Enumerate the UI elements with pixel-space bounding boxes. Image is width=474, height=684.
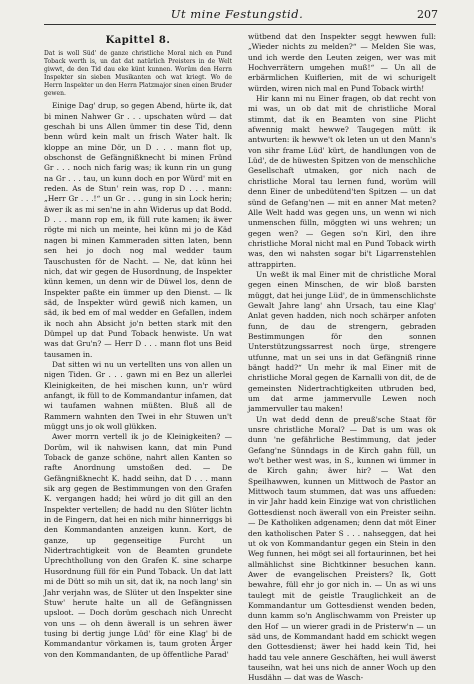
paragraph: Un wat dedd denn de preuß'sche Staat för unsre christliche Moral? — Dat is um was ok dunn 'ne gefährliche Bestimmung, dat jeder Gefang'ne Sünndags in de Kirch gahn füll, un wo't bether west was, in S., kunnen wi ümmer in de Kirch gahn; äwer hir? — Wat den Speilhawwen, kunnen un Mittwoch de Pastor an Mittwoch taum stummen, dat was uns affueden: in vir Jahr hadd kein Einzige wat von christlichen Gottesdienst noch äwerall von ein Preister seihn. — De Katholiken adgenamen; denn dat möt Einer den katholischen Pater S . . . nahseggen, dat hei ut ok von Kommandantur gegen ein Stein in den Weg funnen, hei mögt sei all fortaurinnen, bet hei allmählichst sine Bichtkinner besuchen kann. Awer de evangelischen Preisters? Ik, Gott bewahre, füll ehr jo gor nich in. — Un as wi uns taulegt mit de geistle Trauglichkeit an de Kommandantur um Gottesdienst wenden beden, dunn kamm so'n Anglischwamm von Preister up den Hof — un wierer gradi in de Pristerw'n — un säd uns, de Kommandant hadd em schickt wegen den Gottesdienst; äwer hei hadd kein Tid, hei hadd tau vele annere Geschäften, hei wull äwerst tauseihn, wat hei uns nich de anner Woch up den Husdähn — dat was de Wasch- xyxy=(248,414,436,683)
paragraph: Awer morrn vertell ik jo de Kleinigkeiten? — Dorüm, wil ik nahwisen kann, dat min Pund Toback de ganze schöne, nahrt allen Kanten so rafte Anordnung umstoßen ded. — De Gefängnißknecht K. hadd seihn, dat D . . . mann sik arg gegen de Bestimmungen von den Grafen K. vergangen hadd; hei würd jo dit gill an den Inspekter vertellen; de hadd nu den Slüter lichtn in de Fingern, dat hei en nich mihr hinnerriggs bi den Kommandanten anzeigen kunn. Kort, de ganze, up gegenseitige Furcht un Nidertrachtigkeit von de Beamten grundete Uprechthollung von den Grafen K. sine scharpe Husordnung füll för ein Pund Toback. Un dat latt mi de Dütt so mih un sit, dat ik, na noch lang' sin Jahr verjahn was, de Slüter ut den Inspekter sine Stuw' herute halte un all de Gefängnissen upsloot. — Doch dorüm geschach nich Unrecht von uns — oh denn äwerall is un sehren äwer tusing bi dertig junge Lüd' för eine Klag' bi de Kommandantur vörkamen is, taum groten Ärger von den Kommandanten, de up öffentliche Parad' xyxy=(44,432,232,659)
running-title: Ut mine Festungstid. xyxy=(170,7,304,21)
paragraph: Hir kann mi nu Einer fragen, ob dat recht von mi was, un ob dat mit de christliche Moral stimmt, dat ik en Beamten von sine Plicht afwennig makt hewwe? Taugegen mütt ik antwurten: ik hewwe't ok leten un ut den Mann's von sihr frame Lüd' kürt, de handlungen von de Lüd', de de hüwesten Spitzen von de menschliche Gesellschaft utmaken, gor nich nach de christliche Moral tau lernen fund, worüm will denn Einer de unbedütend'ten Spitzen — un dat sünd de Gefang'nen — mit en anner Mat meten? Alle Welt hadd was gegen uns, un wenn wi nich unmenschen fülln, möggten wi uns wehren; un gegen wen? — Gegen so'n Kirl, den ihre christliche Moral nicht mal en Pund Toback wirth was, den wi nahsten sogar bi't Ligarrenstehlen attrappirten. xyxy=(248,94,436,269)
left-column xyxy=(44,32,232,659)
page-number: 207 xyxy=(417,8,438,21)
paragraph: wütbend dat den Inspekter seggt hewwen full: „Wieder nichts zu melden?“ — Melden Sie was, und ich werde den Leuten zeigen, wer was mit Hochverrätern umgehen muß!“ — Un all de erbärmlichen Kuiflerien, mit de wi schurigelt würden, wiren nich mal en Pund Toback wirth! xyxy=(248,32,436,93)
paragraph: Dat sitten wi nu un vertellten uns von allen un nigen Tiden. Gr . . . gawn mi en Bez un allerlei Kleinigkeiten, de hei mischen kunn, un'r würd anfangt, ik füll to de Kommandantur infamen, dat wi taufamen wahnen müßten. Bluß all de Rammern wahnten den Twei in ehr Stuwen un't müggt uns jo ok woll glükken. xyxy=(44,359,232,431)
right-column xyxy=(248,32,436,683)
header-rule xyxy=(44,24,436,25)
paragraph: Einige Dag' drup, so gegen Abend, hürte ik, dat bi minen Nahwer Gr . . . upschaten würd — dat geschah bi uns Allen ümmer tin dese Tid, denn benn würd kein malt un frisch Water halt. Ik kloppe an mine Dör, un D . . . mann flot up, obschonst de Gefängnißknecht bi minen Fründ Gr . . . noch nich farig was; ik kunn rin un gung na Gr . . . tau, un kunn doch en por Würd' mit en reden. As de Stun' rein was, rop D . . . mann: „Herr Gr . . .!“ un Gr . . . gung in sin Lock herin; äwer ik as mi sen'ne in ahn Widerus up dat Bodd. D . . . mann rop em, ik füll rute kamen; ik äwer rögte mi nich un meinte, hei künn mi jo de Käd nagen bi minen Kammeraden sitten laten, benn sen hei jo doch nog mal wedder taum Tauschusten för de Nacht. — Ne, dat künn hei nich, dat wir gegen de Husordnung, de Inspekter künn kemen, un denn wir de Düwel los, denn de Inspekter paßte ein ümmer up den Dienst. — Ik säd, de Inspekter würd gewiß nich kamen, un säd, ik bed em of mal wedder en Gefallen, indem ik noch ahn Absicht jo'n betten stark mit den Dümpel up dat Pund Toback henwiste. Un wat was dat Gru'n? — Herr D . . . mann flot uns Beid tausamen in. xyxy=(44,101,232,359)
chapter-summary: Dat is woll Süd' de ganze christliche Moral nich en Pund Toback werth is, un dat dat natürlich Preisters in de Welt giwwt, de den Tid dau eke künt kunnen. Worüm den Herrn Inspekter sin sieben Musikanten och wat kriegt. Wo de Herrn Inspekter un den Herrn Platzmajor sinen einen Bruder gewen. xyxy=(44,50,232,98)
paragraph: Un weßt ik mal Einer mit de christliche Moral gegen einen Minschen, de wir bloß barsten müggt, dat hei junge Lüd', de in ümmenschlichste Gewalt Jahre lang' ahn Ursach, tau eine Klag' Anlat geven hadden, nich noch schärper anfoten funn, de dau de strengern, gebraden Bestimmungen för den sonnen Unterstützungssarrest noch ürge, strengere utfunne, mat un sei uns in dat Gefängniß rinne bängt hadd?“ Un mehr ik mal Einer mit de christliche Moral gegen de Karnalli von dit, de de gemeinsten Nidertrachtigkeiten utbruden bed, um dat arme jammervulle Lewen noch jammervuller tau maken! xyxy=(248,269,436,414)
chapter-title: Kapittel 8. xyxy=(105,35,171,46)
